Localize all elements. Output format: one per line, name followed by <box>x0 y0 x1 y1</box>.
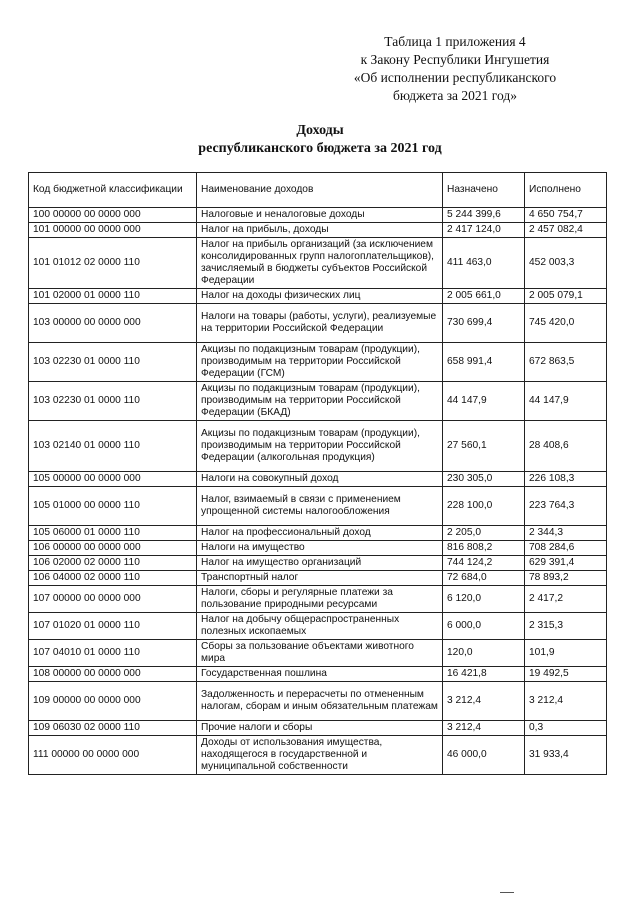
row-name: Налоги, сборы и регулярные платежи за пользование природными ресурсами <box>197 586 443 613</box>
row-assigned: 6 000,0 <box>443 613 525 640</box>
row-assigned: 658 991,4 <box>443 343 525 382</box>
row-name: Налог на прибыль организаций (за исключением консолидированных групп налогоплательщиков), зачисляемый в бюджеты субъектов Российской Федерации <box>197 238 443 289</box>
row-executed: 28 408,6 <box>525 421 607 472</box>
row-code: 106 04000 02 0000 110 <box>29 571 197 586</box>
row-assigned: 816 808,2 <box>443 541 525 556</box>
row-name: Налог на имущество организаций <box>197 556 443 571</box>
table-row <box>29 526 607 541</box>
row-executed: 708 284,6 <box>525 541 607 556</box>
row-assigned: 27 560,1 <box>443 421 525 472</box>
row-name: Налоги на товары (работы, услуги), реализуемые на территории Российской Федерации <box>197 304 443 343</box>
row-code: 107 00000 00 0000 000 <box>29 586 197 613</box>
row-code: 101 01012 02 0000 110 <box>29 238 197 289</box>
row-assigned: 6 120,0 <box>443 586 525 613</box>
row-name: Государственная пошлина <box>197 667 443 682</box>
table-row <box>29 736 607 775</box>
row-executed: 31 933,4 <box>525 736 607 775</box>
row-assigned: 5 244 399,6 <box>443 208 525 223</box>
table-row <box>29 721 607 736</box>
page-title <box>0 122 640 158</box>
row-executed: 2 315,3 <box>525 613 607 640</box>
row-assigned: 2 005 661,0 <box>443 289 525 304</box>
row-executed: 0,3 <box>525 721 607 736</box>
row-executed: 2 005 079,1 <box>525 289 607 304</box>
table-row <box>29 343 607 382</box>
row-assigned: 44 147,9 <box>443 382 525 421</box>
row-executed: 452 003,3 <box>525 238 607 289</box>
row-assigned: 744 124,2 <box>443 556 525 571</box>
table-row <box>29 541 607 556</box>
row-executed: 78 893,2 <box>525 571 607 586</box>
row-name: Налоговые и неналоговые доходы <box>197 208 443 223</box>
row-executed: 101,9 <box>525 640 607 667</box>
row-executed: 672 863,5 <box>525 343 607 382</box>
row-code: 103 00000 00 0000 000 <box>29 304 197 343</box>
row-code: 107 01020 01 0000 110 <box>29 613 197 640</box>
row-code: 109 00000 00 0000 000 <box>29 682 197 721</box>
row-name: Акцизы по подакцизным товарам (продукции), производимым на территории Российской Федерации (алкогольная продукция) <box>197 421 443 472</box>
row-executed: 3 212,4 <box>525 682 607 721</box>
row-assigned: 730 699,4 <box>443 304 525 343</box>
table-row <box>29 238 607 289</box>
table-header-row <box>29 173 607 208</box>
column-header-assigned: Назначено <box>443 173 525 208</box>
row-code: 103 02230 01 0000 110 <box>29 343 197 382</box>
row-name: Прочие налоги и сборы <box>197 721 443 736</box>
row-code: 105 01000 00 0000 110 <box>29 487 197 526</box>
row-name: Налог на профессиональный доход <box>197 526 443 541</box>
row-assigned: 2 417 124,0 <box>443 223 525 238</box>
row-assigned: 3 212,4 <box>443 721 525 736</box>
row-executed: 2 344,3 <box>525 526 607 541</box>
table-row <box>29 208 607 223</box>
table-row <box>29 421 607 472</box>
row-assigned: 411 463,0 <box>443 238 525 289</box>
row-assigned: 228 100,0 <box>443 487 525 526</box>
table-row <box>29 571 607 586</box>
table-row <box>29 613 607 640</box>
row-assigned: 46 000,0 <box>443 736 525 775</box>
row-code: 108 00000 00 0000 000 <box>29 667 197 682</box>
row-name: Транспортный налог <box>197 571 443 586</box>
row-code: 103 02230 01 0000 110 <box>29 382 197 421</box>
row-code: 100 00000 00 0000 000 <box>29 208 197 223</box>
row-executed: 2 417,2 <box>525 586 607 613</box>
revenue-table <box>28 172 607 775</box>
row-code: 105 00000 00 0000 000 <box>29 472 197 487</box>
row-code: 111 00000 00 0000 000 <box>29 736 197 775</box>
row-executed: 44 147,9 <box>525 382 607 421</box>
row-code: 101 02000 01 0000 110 <box>29 289 197 304</box>
row-assigned: 72 684,0 <box>443 571 525 586</box>
title-line-2: республиканского бюджета за 2021 год <box>198 141 442 156</box>
row-code: 107 04010 01 0000 110 <box>29 640 197 667</box>
row-assigned: 230 305,0 <box>443 472 525 487</box>
row-name: Сборы за пользование объектами животного мира <box>197 640 443 667</box>
row-code: 109 06030 02 0000 110 <box>29 721 197 736</box>
column-header-code: Код бюджетной классификации <box>29 173 197 208</box>
row-code: 103 02140 01 0000 110 <box>29 421 197 472</box>
row-executed: 745 420,0 <box>525 304 607 343</box>
row-name: Налог на добычу общераспространенных полезных ископаемых <box>197 613 443 640</box>
row-name: Налог, взимаемый в связи с применением упрощенной системы налогообложения <box>197 487 443 526</box>
scan-mark <box>500 884 514 893</box>
row-assigned: 16 421,8 <box>443 667 525 682</box>
table-row <box>29 640 607 667</box>
row-executed: 2 457 082,4 <box>525 223 607 238</box>
row-name: Акцизы по подакцизным товарам (продукции), производимым на территории Российской Федерации (БКАД) <box>197 382 443 421</box>
row-code: 105 06000 01 0000 110 <box>29 526 197 541</box>
header-line: Таблица 1 приложения 4 <box>384 34 526 49</box>
column-header-name: Наименование доходов <box>197 173 443 208</box>
table-row <box>29 382 607 421</box>
header-line: бюджета за 2021 год» <box>393 88 517 103</box>
table-row <box>29 304 607 343</box>
header-line: «Об исполнении республиканского <box>353 70 557 85</box>
header-line: к Закону Республики Ингушетия <box>360 52 550 67</box>
row-code: 101 00000 00 0000 000 <box>29 223 197 238</box>
row-name: Задолженность и перерасчеты по отмененным налогам, сборам и иным обязательным платежам <box>197 682 443 721</box>
row-name: Налоги на совокупный доход <box>197 472 443 487</box>
table-row <box>29 682 607 721</box>
title-line-1: Доходы <box>296 123 344 138</box>
table-row <box>29 667 607 682</box>
row-name: Доходы от использования имущества, находящегося в государственной и муниципальной собственности <box>197 736 443 775</box>
row-code: 106 00000 00 0000 000 <box>29 541 197 556</box>
column-header-executed: Исполнено <box>525 173 607 208</box>
row-executed: 223 764,3 <box>525 487 607 526</box>
row-assigned: 3 212,4 <box>443 682 525 721</box>
table-row <box>29 586 607 613</box>
row-name: Налоги на имущество <box>197 541 443 556</box>
row-executed: 19 492,5 <box>525 667 607 682</box>
table-row <box>29 289 607 304</box>
row-executed: 4 650 754,7 <box>525 208 607 223</box>
row-name: Налог на прибыль, доходы <box>197 223 443 238</box>
row-name: Налог на доходы физических лиц <box>197 289 443 304</box>
row-assigned: 2 205,0 <box>443 526 525 541</box>
table-row <box>29 472 607 487</box>
row-executed: 226 108,3 <box>525 472 607 487</box>
table-row <box>29 487 607 526</box>
row-assigned: 120,0 <box>443 640 525 667</box>
table-row <box>29 223 607 238</box>
document-header <box>330 33 580 105</box>
table-row <box>29 556 607 571</box>
row-executed: 629 391,4 <box>525 556 607 571</box>
row-code: 106 02000 02 0000 110 <box>29 556 197 571</box>
row-name: Акцизы по подакцизным товарам (продукции), производимым на территории Российской Федерации (ГСМ) <box>197 343 443 382</box>
